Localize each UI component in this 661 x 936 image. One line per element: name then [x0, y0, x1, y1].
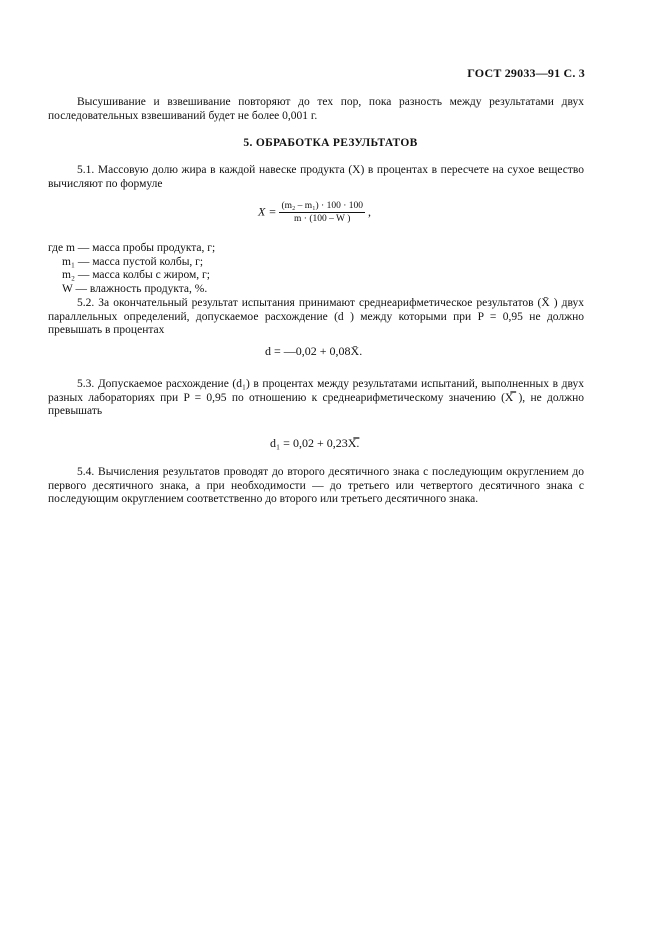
variable-w: W — влажность продукта, %.	[62, 282, 208, 295]
section-title: 5. ОБРАБОТКА РЕЗУЛЬТАТОВ	[243, 137, 418, 149]
page-header: ГОСТ 29033—91 С. 3	[467, 66, 585, 80]
formula-x-denominator: m · (100 – W )	[294, 214, 351, 224]
paragraph-5-3: 5.3. Допускаемое расхождение (d₁) в процентах между результатами испытаний, выполненных в двух разных лабораториях при P = 0,95 по отношению к среднеарифметическому значению (X̿ ), не должно превышать	[48, 378, 584, 418]
variable-m1: m₁ — масса пустой колбы, г;	[62, 255, 204, 268]
formula-x-lhs: X =	[258, 204, 277, 219]
formula-d1: d₁ = 0,02 + 0,23X̿.	[270, 436, 360, 450]
formula-x-fraction	[279, 201, 365, 224]
formula-x-tail: ,	[368, 204, 371, 219]
variable-list	[48, 242, 215, 296]
paragraph-5-4: 5.4. Вычисления результатов проводят до второго десятичного знака с последующим округлением до первого десятичного знака, а при необходимости — до третьего или четвертого десятичного знака с последующим округлением соответственно до второго или третьего десятичного знака.	[48, 466, 584, 506]
formula-x	[258, 201, 371, 224]
formula-x-numerator: (m₂ – m₁) · 100 · 100	[281, 201, 363, 211]
formula-d: d = —0,02 + 0,08X̄.	[265, 344, 363, 358]
variable-m: где m — масса пробы продукта, г;	[48, 242, 216, 254]
intro-paragraph: Высушивание и взвешивание повторяют до тех пор, пока разность между результатами двух последовательных взвешиваний будет не более 0,001 г.	[48, 96, 584, 122]
paragraph-5-2: 5.2. За окончательный результат испытания принимают среднеарифметическое результатов (X̄ ) двух параллельных определений, допускаемое расхождение (d ) между которыми при P = 0,95 не должно превышать в процентах	[48, 297, 584, 337]
variable-m2: m₂ — масса колбы с жиром, г;	[62, 269, 210, 282]
paragraph-5-1: 5.1. Массовую долю жира в каждой навеске продукта (X) в процентах в пересчете на сухое вещество вычисляют по формуле	[48, 164, 584, 190]
